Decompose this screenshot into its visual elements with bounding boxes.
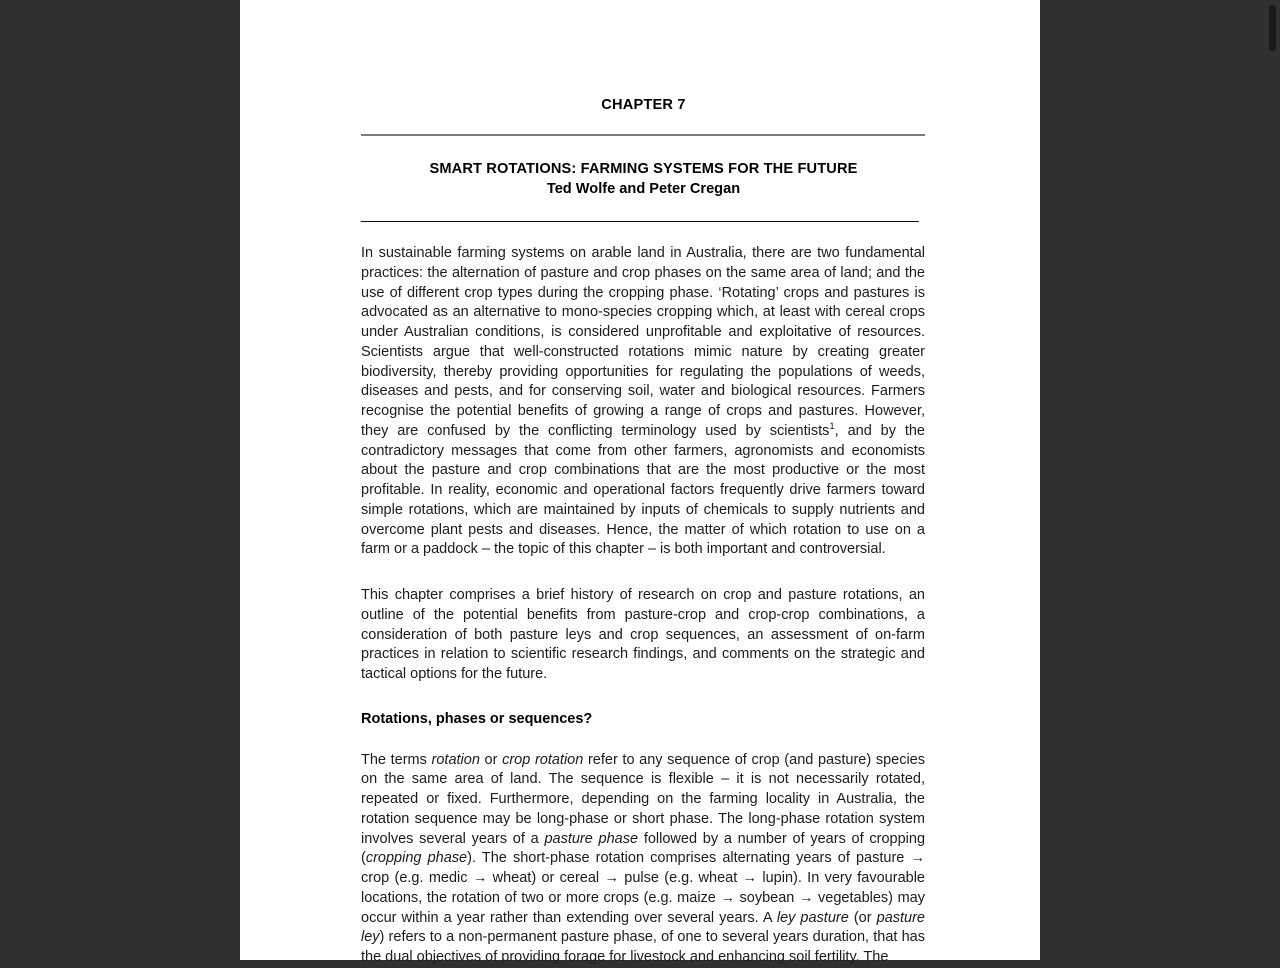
term-cropping-phase: cropping phase (365, 850, 468, 867)
section-heading-rotations: Rotations, phases or sequences? (361, 710, 593, 727)
scrollbar-thumb[interactable] (1269, 5, 1276, 51)
page-content-area (361, 0, 926, 965)
section-text-seg-7: ) refers to a non-permanent pasture phase, of one to several years duration, that has the dual objectives of providing forage for livestock and enhancing soil fertility. The (361, 929, 925, 965)
section-text-seg-6: (or (848, 909, 877, 926)
term-crop-rotation: crop rotation (502, 751, 584, 768)
paragraph-intro-1-text-a: In sustainable farming systems on arable land in Australia, there are two fundamental practices: the alternation of pasture and crop phases on the same area of land; and the use of different crop types during the cropping phase. ‘Rotating’ crops and pastures is advocated as an alternative to mono-species cropping which, at least with cereal crops under Australian conditions, is considered unprofitable and exploitative of resources. Scientists argue that well-constructed rotations mimic nature by creating greater biodiversity, thereby providing opportunities for regulating the populations of weeds, diseases and pests, and for conserving soil, water and biological resources. Farmers recognise the potential benefits of growing a range of crops and pastures. However, they are confused by the conflicting terminology used by scientists (361, 245, 925, 439)
term-pasture-ley: pasture ley (361, 909, 925, 946)
paragraph-intro-1 (361, 244, 925, 560)
paragraph-intro-2: This chapter comprises a brief history of research on crop and pasture rotations, an outline of the potential benefits from pasture-crop and crop-crop combinations, a consideration of both pasture leys and crop sequences, an assessment of on-farm practices in relation to scientific research findings, and comments on the strategic and tactical options for the future. (361, 587, 925, 682)
chapter-label: CHAPTER 7 (601, 97, 686, 113)
section-text-seg-4: followed by a number of years of cropping ( (361, 830, 926, 867)
header-divider-rule (361, 134, 925, 136)
section-text-seg-5: ). The short-phase rotation comprises alternating years of pasture → crop (e.g. medic → wheat) or cereal → pulse (e.g. wheat → lupin). In very favourable locations, the rotation of two or more crops (e.g. maize → soybean → vegetables) may occur within a year rather than extending over several years. A (361, 850, 925, 926)
section-text-seg-2: or (479, 751, 503, 768)
term-ley-pasture: ley pasture (776, 909, 849, 926)
title-block (361, 159, 926, 199)
paragraph-section-body (361, 751, 925, 968)
term-rotation: rotation (431, 751, 480, 768)
section-text-seg-1: The terms (361, 751, 432, 768)
chapter-title: SMART ROTATIONS: FARMING SYSTEMS FOR THE FUTURE (429, 161, 858, 177)
section-text-seg-3: refer to any sequence of crop (and pasture) species on the same area of land. The sequence is flexible – it is not necessarily rotated, repeated or fixed. Furthermore, depending on the farming locality in Australia, the rotation sequence may be long-phase or short phase. The long-phase rotation system involves several years of a (361, 751, 925, 847)
footnote-marker[interactable]: 1 (829, 420, 835, 432)
document-page (240, 0, 1040, 965)
scrollbar-track[interactable] (1265, 0, 1280, 960)
title-underscore-rule: ______________________________________________________________________ (361, 207, 919, 223)
paragraph-intro-1-text-b: , and by the contradictory messages that come from other farmers, agronomists and economists about the pasture and crop combinations that are the most productive or the most profitable. In reality, economic and operational factors frequently drive farmers toward simple rotations, which are maintained by inputs of chemicals to supply nutrients and overcome plant pests and diseases. Hence, the matter of which rotation to use on a farm or a paddock – the topic of this chapter – is both important and controversial. (361, 422, 925, 558)
chapter-authors: Ted Wolfe and Peter Cregan (546, 181, 741, 197)
term-pasture-phase: pasture phase (544, 830, 639, 847)
